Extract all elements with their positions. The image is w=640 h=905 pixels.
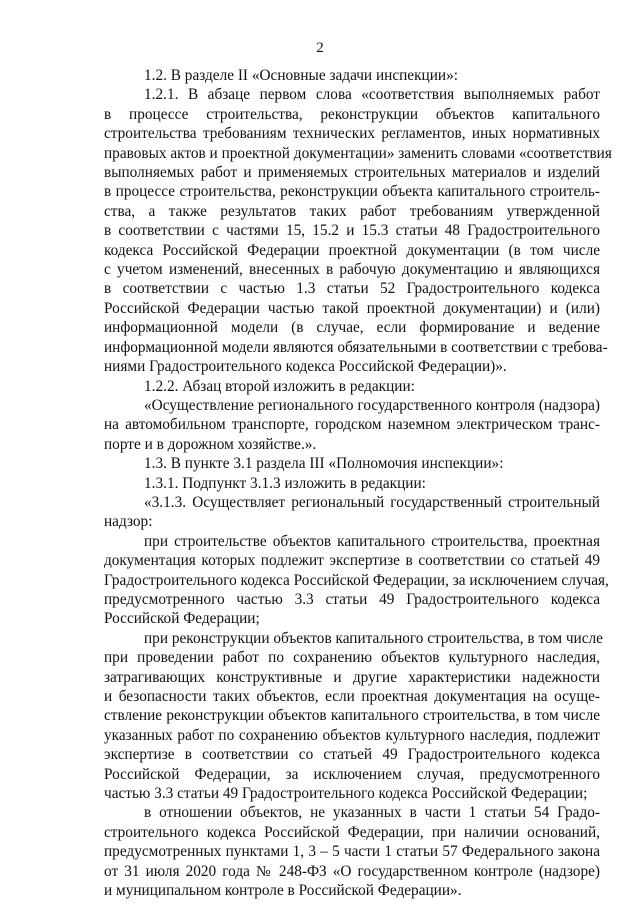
text-line: частью 3.3 статьи 49 Градостроительного кодекса Российской Федерации; [104,785,588,803]
text-line: предусмотренного частью 3.3 статьи 49 Градостроительного кодекса [104,590,600,608]
text-line: строительства требованиям технических регламентов, иных нормативных [104,125,600,143]
text-line: в процессе строительства, реконструкции объекта капитального строитель- [104,183,600,201]
text-line: Российской Федерации частью такой проектной документации) и (или) [104,299,600,317]
text-line: строительного кодекса Российской Федерации, при наличии оснований, [104,823,600,841]
text-line: 1.3.1. Подпункт 3.1.3 изложить в редакции: [144,474,426,492]
text-line: надзор: [104,513,153,531]
text-line: правовых актов и проектной документации» заменить словами «соответствия [104,144,612,162]
text-line: и безопасности таких объектов, если проектная документация на осуще- [104,688,600,705]
text-line: Градостроительного кодекса Российской Федерации, за исключением случая, [104,571,609,589]
text-line: информационной модели являются обязательными в соответствии с требова- [104,338,608,356]
text-line: Российской Федерации, за исключением случая, предусмотренного [104,765,600,783]
text-line: указанных работ по сохранению объектов культурного наследия, подлежит [104,726,600,744]
text-line: «Осуществление регионального государственного контроля (надзора) [144,396,600,414]
paragraph [104,85,612,376]
text-line: при проведении работ по сохранению объектов культурного наследия, [104,649,600,667]
text-line: кодекса Российской Федерации проектной документации (в том числе [104,241,600,259]
paragraph [104,66,600,85]
text-line: экспертизе в соответствии со статьей 49 Градостроительного кодекса [104,746,600,764]
paragraph [104,493,600,532]
text-line: порте и в дорожном хозяйстве.». [104,435,317,453]
text-line: выполняемых работ и применяемых строительных материалов и изделий [104,164,600,182]
page-number: 2 [316,40,324,56]
text-line: 1.2. В разделе II «Основные задачи инспекции»: [144,67,458,84]
text-line: ствление реконструкции объектов капитального строительства, в том числе [104,707,600,725]
text-line: ниями Градостроительного кодекса Российской Федерации)». [104,358,507,376]
text-line: на автомобильном транспорте, городском наземном электрическом транс- [104,416,600,434]
paragraph [104,377,600,396]
text-line: документация которых подлежит экспертизе в соответствии со статьей 49 [104,552,600,570]
text-line: при строительстве объектов капитального строительства, проектная [144,532,600,550]
text-line: информационной модели (в случае, если формирование и ведение [104,319,600,337]
text-line: в процессе строительства, реконструкции объектов капитального [104,105,600,123]
text-line: 1.2.2. Абзац второй изложить в редакции: [144,377,415,395]
text-line: 1.3. В пункте 3.1 раздела III «Полномочия инспекции»: [144,455,504,473]
text-line: затрагивающих конструктивные и другие характеристики надежности [104,668,600,686]
paragraph [104,803,600,900]
paragraph [104,532,609,629]
text-line: ства, а также результатов таких работ требованиям утвержденной [104,202,600,220]
text-line: в соответствии с частями 15, 15.2 и 15.3 статьи 48 Градостроительного [104,222,600,240]
text-line: «3.1.3. Осуществляет региональный государственный строительный [144,493,600,511]
text-line: в соответствии с частью 1.3 статьи 52 Градостроительного кодекса [104,280,600,298]
paragraph [104,396,600,454]
text-line: в отношении объектов, не указанных в части 1 статьи 54 Градо- [144,804,600,822]
text-line: Российской Федерации; [104,610,260,628]
paragraph [104,474,600,493]
document-body [104,66,612,900]
paragraph [104,454,600,473]
text-line: с учетом изменений, внесенных в рабочую документацию и являющихся [104,261,600,279]
text-line: предусмотренных пунктами 1, 3 – 5 части 1 статьи 57 Федерального закона [104,843,600,861]
text-line: при реконструкции объектов капитального строительства, в том числе [144,629,603,647]
text-line: и муниципальном контроле в Российской Федерации». [104,882,462,900]
text-line: от 31 июля 2020 года № 248-ФЗ «О государственном контроле (надзоре) [104,862,600,880]
text-line: 1.2.1. В абзаце первом слова «соответствия выполняемых работ [144,86,600,104]
paragraph [104,629,603,804]
